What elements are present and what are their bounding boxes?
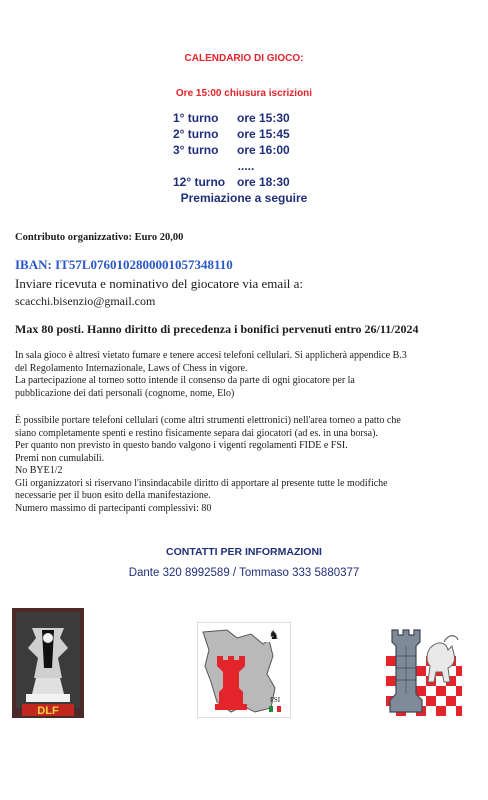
calendar-title: CALENDARIO DI GIOCO: (184, 53, 304, 64)
rules-line: Per quanto non previsto in questo bando valgono i vigenti regolamenti FIDE e FSI. (15, 440, 348, 451)
awards-note: Premiazione a seguire (180, 191, 308, 205)
round-label: 12° turno (173, 175, 226, 189)
rules-line: del Regolamento Internazionale, Laws of Chess in vigore. (15, 362, 248, 374)
fsi-logo-text: FSI (269, 696, 281, 704)
rules-line: È possibile portare telefoni cellulari (come altri strumenti elettronici) nell'area torneo a patto che (15, 415, 401, 426)
rules-line: In sala gioco è altresì vietato fumare e tenere accesi telefoni cellulari. Si applicherà appendice B.3 (15, 350, 407, 361)
dlf-logo (12, 608, 84, 718)
round-time: ore 15:30 (237, 111, 290, 125)
ellipsis: ..... (237, 159, 255, 173)
round-label: 1° turno (173, 111, 219, 125)
contacts-title: CONTATTI PER INFORMAZIONI (166, 546, 322, 558)
round-row (0, 174, 488, 190)
iban: IBAN: IT57L0760102800001057348110 (15, 257, 233, 272)
dlf-logo-text: DLF (37, 705, 59, 717)
rules-line: No BYE1/2 (15, 465, 63, 476)
registration-closing: Ore 15:00 chiusura iscrizioni (175, 88, 313, 99)
max-places: Max 80 posti. Hanno diritto di precedenza i bonifici pervenuti entro 26/11/2024 (15, 322, 419, 336)
send-receipt-note: Inviare ricevuta e nominativo del giocatore via email a: (15, 276, 304, 291)
rules-line: Gli organizzatori si riservano l'insindacabile diritto di apportare al presente tutte le modifiche (15, 477, 388, 489)
round-row (0, 110, 488, 126)
round-label: 3° turno (173, 143, 219, 157)
round-label: 2° turno (173, 127, 219, 141)
round-time: ore 18:30 (237, 175, 290, 189)
contribution-fee: Contributo organizzativo: Euro 20,00 (15, 232, 184, 243)
rules-line: Numero massimo di partecipanti complessivi: 80 (15, 502, 212, 514)
round-time: ore 16:00 (237, 143, 290, 157)
rules-line: pubblicazione dei dati personali (cognome, nome, Elo) (15, 387, 235, 399)
club-tower-logo (386, 626, 462, 716)
contact-email[interactable]: scacchi.bisenzio@gmail.com (15, 294, 156, 308)
round-row (0, 126, 488, 142)
rules-line: La partecipazione al torneo sotto intende il consenso da parte di ogni giocatore per la (15, 375, 355, 386)
round-time: ore 15:45 (237, 127, 290, 141)
contact-phones: Dante 320 8992589 / Tommaso 333 5880377 (128, 567, 360, 579)
rules-line: necessarie per il buon esito della manifestazione. (15, 490, 211, 501)
rules-line: siano completamente spenti e restino fisicamente separa dai giocatori (ad es. in una borsa). (15, 427, 378, 439)
round-row (0, 142, 488, 158)
fsi-logo (197, 622, 291, 718)
rules-paragraph-2 (15, 415, 475, 515)
rounds-schedule (0, 110, 488, 206)
rules-line: Premi non cumulabili. (15, 452, 105, 464)
rules-paragraph-1 (15, 350, 475, 400)
chess-knight-icon: ♞ (268, 628, 280, 642)
